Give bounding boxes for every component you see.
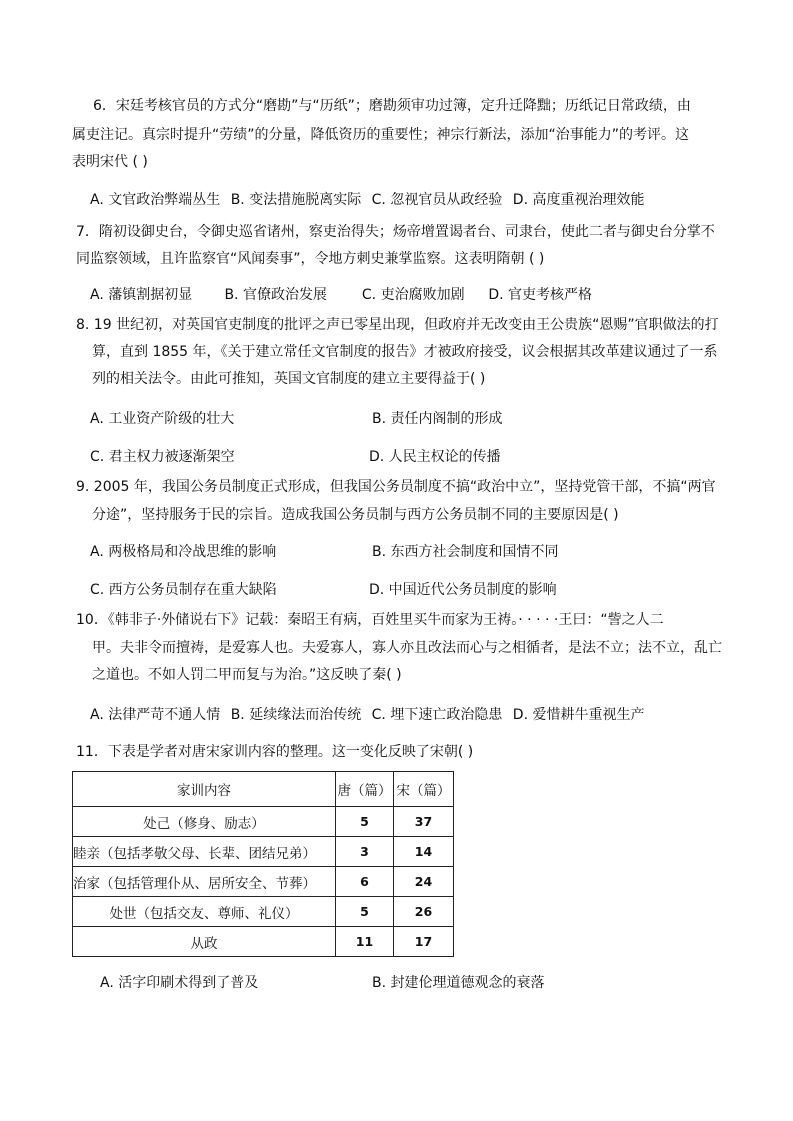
q8-stem-line-1: 8. 19 世纪初，对英国官吏制度的批评之声已零星出现，但政府并无改变由王公贵族“恩赐”官职做法的打 [76, 317, 719, 333]
table-row [73, 927, 454, 957]
row-song: 17 [394, 927, 454, 957]
q6-option-c: C. 忽视官员从政经验 [371, 192, 503, 208]
q6-option-b: B. 变法措施脱离实际 [230, 192, 362, 208]
q11-option-a: A. 活字印刷术得到了普及 [100, 975, 259, 991]
q9-stem-line-1: 9. 2005 年，我国公务员制度正式形成，但我国公务员制度不搞“政治中立”，坚持党管干部，不搞“两官 [76, 479, 716, 495]
q7-option-c: C. 吏治腐败加剧 [361, 287, 465, 303]
row-song: 37 [394, 807, 454, 837]
q6-options [90, 190, 644, 210]
row-content: 治家（包括管理仆从、居所安全、节葬） [73, 867, 336, 897]
row-content: 睦亲（包括孝敬父母、长辈、团结兄弟） [73, 837, 336, 867]
q7-stem-line-2: 同监察领域，且许监察官“风闻奏事”，令地方刺史兼掌监察。这表明隋朝 ( ) [76, 251, 545, 267]
q7-stem-line-1: 7．隋初设御史台，令御史巡省诸州，察吏治得失；炀帝增置谒者台、司隶台，使此二者与御史台分掌不 [76, 224, 715, 240]
q10-option-c: C. 埋下速亡政治隐患 [371, 707, 503, 723]
q10-stem-line-1: 10．《韩非子·外储说右下》记载：秦昭王有病，百姓里买牛而家为王祷。· · · · ·王曰：“訾之人二 [76, 612, 664, 628]
table-row [73, 807, 454, 837]
table-row [73, 867, 454, 897]
header-song: 宋（篇） [394, 772, 454, 807]
table-header-row [73, 772, 454, 807]
q10-option-b: B. 延续缘法而治传统 [230, 707, 362, 723]
q7-option-a: A. 藩镇割据初显 [90, 287, 193, 303]
q10-stem-line-3: 之道也。不如人罚二甲而复与为治。”这反映了秦( ) [92, 667, 402, 683]
row-content: 从政 [73, 927, 336, 957]
q6-stem-line-3: 表明宋代 ( ) [72, 154, 148, 170]
q8-option-a: A. 工业资产阶级的壮大 [90, 411, 235, 427]
row-tang: 3 [336, 837, 394, 867]
q10-option-a: A. 法律严苛不通人情 [90, 707, 221, 723]
table-row [73, 897, 454, 927]
q9-option-c: C. 西方公务员制存在重大缺陷 [90, 582, 277, 598]
q6-stem-line-1: 6．宋廷考核官员的方式分“磨勘”与“历纸”；磨勘须审功过簿，定升迁降黜；历纸记日常政绩，由 [93, 98, 691, 114]
table-row [73, 837, 454, 867]
q9-option-d: D. 中国近代公务员制度的影响 [369, 582, 557, 598]
q9-stem-line-2: 分途”，坚持服务于民的宗旨。造成我国公务员制与西方公务员制不同的主要原因是( ) [92, 507, 619, 523]
q7-option-d: D. 官吏考核严格 [488, 287, 593, 303]
row-content: 处世（包括交友、尊师、礼仪） [73, 897, 336, 927]
q7-options [90, 285, 592, 305]
q8-stem-line-3: 列的相关法令。由此可推知，英国文官制度的建立主要得益于( ) [92, 371, 486, 387]
q6-option-a: A. 文官政治弊端丛生 [90, 192, 221, 208]
q10-options [90, 705, 644, 725]
q8-option-b: B. 责任内阁制的形成 [372, 411, 503, 427]
q8-option-d: D. 人民主权论的传播 [369, 449, 501, 465]
family-instruction-table [72, 771, 454, 957]
q8-option-c: C. 君主权力被逐渐架空 [90, 449, 235, 465]
q6-option-d: D. 高度重视治理效能 [512, 192, 645, 208]
row-tang: 11 [336, 927, 394, 957]
header-tang: 唐（篇） [336, 772, 394, 807]
row-tang: 6 [336, 867, 394, 897]
q11-stem: 11．下表是学者对唐宋家训内容的整理。这一变化反映了宋朝( ) [76, 744, 474, 760]
row-song: 26 [394, 897, 454, 927]
q9-option-a: A. 两极格局和冷战思维的影响 [90, 544, 277, 560]
q6-stem-line-2: 属吏注记。真宗时提升“劳绩”的分量，降低资历的重要性；神宗行新法，添加“治事能力”的考评。这 [72, 127, 690, 143]
row-tang: 5 [336, 807, 394, 837]
q7-option-b: B. 官僚政治发展 [224, 287, 327, 303]
row-content: 处己（修身、励志） [73, 807, 336, 837]
row-tang: 5 [336, 897, 394, 927]
row-song: 14 [394, 837, 454, 867]
q10-stem-line-2: 甲。夫非令而擅祷，是爱寡人也。夫爱寡人，寡人亦且改法而心与之相循者，是法不立；法不立，乱亡 [92, 640, 722, 656]
row-song: 24 [394, 867, 454, 897]
header-content: 家训内容 [73, 772, 336, 807]
q10-option-d: D. 爱惜耕牛重视生产 [512, 707, 645, 723]
q11-option-b: B. 封建伦理道德观念的衰落 [372, 975, 545, 991]
q8-stem-line-2: 算，直到 1855 年，《关于建立常任文官制度的报告》才被政府接受，议会根据其改革建议通过了一系 [92, 344, 718, 360]
q9-option-b: B. 东西方社会制度和国情不同 [372, 544, 559, 560]
